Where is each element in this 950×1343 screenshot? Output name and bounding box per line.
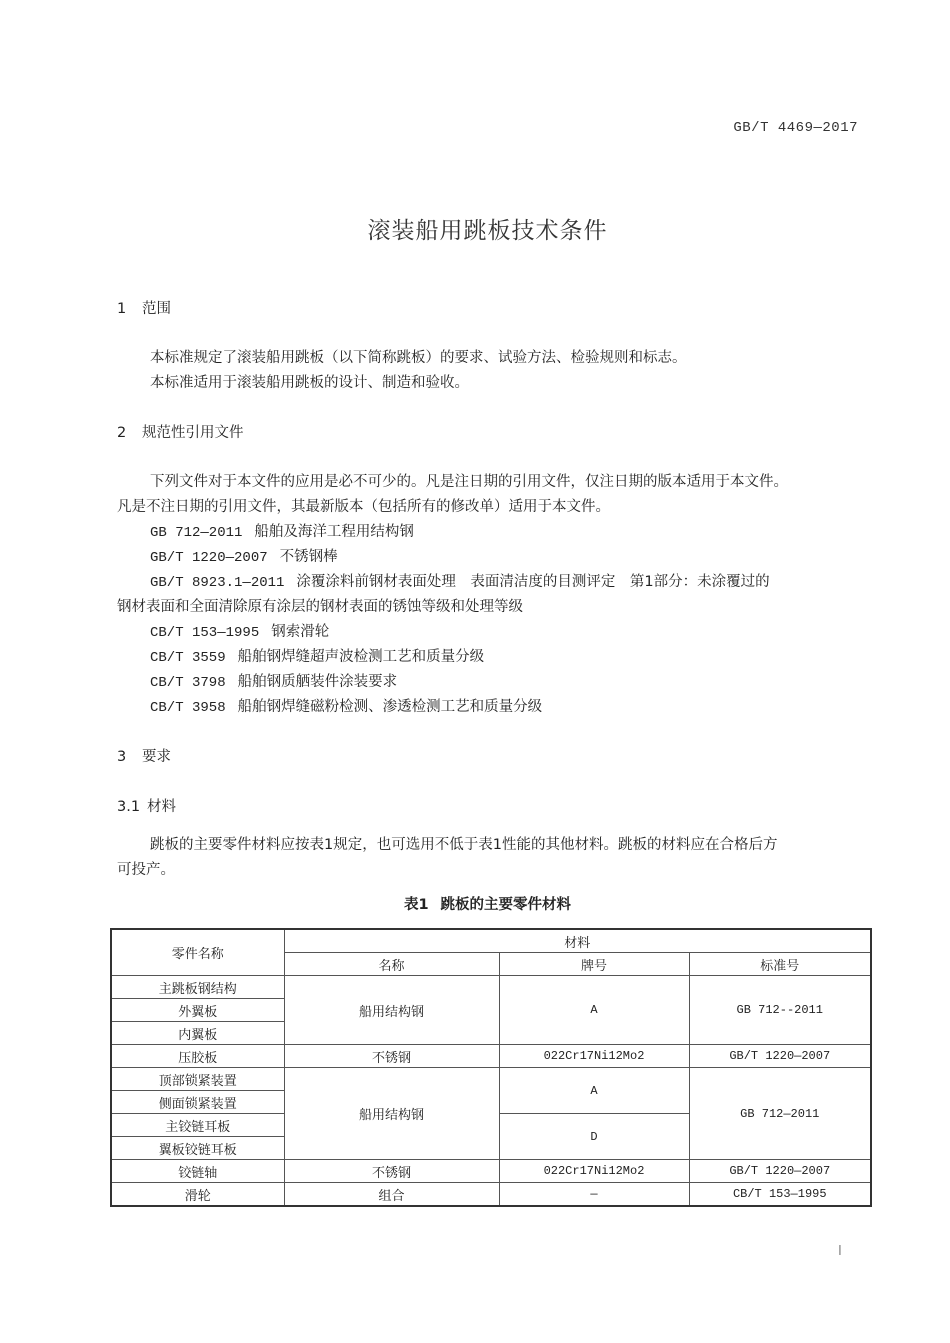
header-material: 材料 bbox=[284, 929, 871, 953]
part-cell: 内翼板 bbox=[111, 1022, 284, 1045]
reference-title: 船舶钢焊缝磁粉检测、渗透检测工艺和质量分级 bbox=[237, 699, 543, 715]
section-title: 规范性引用文件 bbox=[142, 425, 244, 441]
part-cell: 主跳板钢结构 bbox=[111, 976, 284, 999]
table-row bbox=[111, 1160, 871, 1183]
material-name-cell: 不锈钢 bbox=[284, 1045, 499, 1068]
reference-code: CB/T 3559 bbox=[150, 650, 226, 666]
paragraph: 跳板的主要零件材料应按表1规定，也可选用不低于表1性能的其他材料。跳板的材料应在合格后方 bbox=[150, 837, 778, 853]
reference-title: 不锈钢棒 bbox=[279, 549, 338, 565]
grade-cell: — bbox=[499, 1183, 689, 1207]
table-number: 表1 bbox=[403, 897, 429, 913]
material-name-cell: 组合 bbox=[284, 1183, 499, 1207]
page-number: I bbox=[838, 1244, 842, 1259]
header-name: 名称 bbox=[284, 953, 499, 976]
standard-cell: GB/T 1220—2007 bbox=[689, 1045, 871, 1068]
reference-code: CB/T 3958 bbox=[150, 700, 226, 716]
table-row bbox=[111, 1183, 871, 1207]
material-name-cell: 船用结构钢 bbox=[284, 1068, 499, 1160]
grade-cell: 022Cr17Ni12Mo2 bbox=[499, 1160, 689, 1183]
standard-cell: GB 712--2011 bbox=[689, 976, 871, 1045]
reference-title: 船舶钢质舾装件涂装要求 bbox=[237, 674, 398, 690]
reference-item bbox=[150, 570, 770, 591]
section-1-heading bbox=[117, 297, 171, 318]
table-row bbox=[111, 976, 871, 999]
reference-item bbox=[150, 520, 414, 541]
reference-item bbox=[150, 545, 338, 566]
paragraph: 凡是不注日期的引用文件，其最新版本（包括所有的修改单）适用于本文件。 bbox=[117, 499, 610, 515]
standard-cell: GB 712—2011 bbox=[689, 1068, 871, 1160]
part-cell: 主铰链耳板 bbox=[111, 1114, 284, 1137]
section-number: 1 bbox=[117, 301, 127, 317]
reference-title: 船舶钢焊缝超声波检测工艺和质量分级 bbox=[237, 649, 485, 665]
section-3-heading bbox=[117, 745, 171, 766]
section-number: 2 bbox=[117, 425, 127, 441]
reference-title: 涂覆涂料前钢材表面处理 表面清洁度的目测评定 第1部分：未涂覆过的 bbox=[296, 574, 770, 590]
section-number: 3 bbox=[117, 749, 127, 765]
grade-cell: A bbox=[499, 976, 689, 1045]
reference-code: GB 712—2011 bbox=[150, 525, 243, 541]
header-standard: 标准号 bbox=[689, 953, 871, 976]
reference-code: GB/T 8923.1—2011 bbox=[150, 575, 285, 591]
part-cell: 顶部锁紧装置 bbox=[111, 1068, 284, 1091]
material-name-cell: 船用结构钢 bbox=[284, 976, 499, 1045]
reference-code: CB/T 3798 bbox=[150, 675, 226, 691]
header-grade: 牌号 bbox=[499, 953, 689, 976]
reference-item bbox=[150, 620, 329, 641]
part-cell: 翼板铰链耳板 bbox=[111, 1137, 284, 1160]
part-cell: 铰链轴 bbox=[111, 1160, 284, 1183]
paragraph: 可投产。 bbox=[117, 862, 175, 878]
part-cell: 压胶板 bbox=[111, 1045, 284, 1068]
grade-cell: D bbox=[499, 1114, 689, 1160]
section-number: 3.1 bbox=[117, 799, 141, 815]
section-title: 范围 bbox=[142, 301, 171, 317]
reference-item bbox=[150, 695, 542, 716]
reference-title: 船舶及海洋工程用结构钢 bbox=[254, 524, 414, 540]
reference-code: GB/T 1220—2007 bbox=[150, 550, 268, 566]
section-title: 材料 bbox=[147, 799, 176, 815]
header-part-name: 零件名称 bbox=[111, 929, 284, 976]
reference-continuation: 钢材表面和全面清除原有涂层的钢材表面的锈蚀等级和处理等级 bbox=[117, 599, 523, 615]
section-2-heading bbox=[117, 421, 244, 442]
reference-item bbox=[150, 670, 397, 691]
section-3-1-heading bbox=[117, 795, 176, 816]
table-header-row bbox=[111, 929, 871, 953]
reference-code: CB/T 153—1995 bbox=[150, 625, 260, 641]
table-title: 跳板的主要零件材料 bbox=[440, 897, 572, 913]
standard-cell: GB/T 1220—2007 bbox=[689, 1160, 871, 1183]
reference-item bbox=[150, 645, 484, 666]
grade-cell: 022Cr17Ni12Mo2 bbox=[499, 1045, 689, 1068]
table-caption bbox=[0, 893, 950, 914]
section-title: 要求 bbox=[142, 749, 171, 765]
standard-number: GB/T 4469—2017 bbox=[733, 120, 858, 136]
paragraph: 本标准规定了滚装船用跳板（以下简称跳板）的要求、试验方法、检验规则和标志。 bbox=[150, 350, 687, 366]
table-row bbox=[111, 1045, 871, 1068]
part-cell: 侧面锁紧装置 bbox=[111, 1091, 284, 1114]
material-name-cell: 不锈钢 bbox=[284, 1160, 499, 1183]
document-title: 滚装船用跳板技术条件 bbox=[367, 218, 608, 244]
table-row bbox=[111, 1068, 871, 1091]
part-cell: 外翼板 bbox=[111, 999, 284, 1022]
paragraph: 下列文件对于本文件的应用是必不可少的。凡是注日期的引用文件，仅注日期的版本适用于本文件。 bbox=[150, 474, 788, 490]
standard-cell: CB/T 153—1995 bbox=[689, 1183, 871, 1207]
part-cell: 滑轮 bbox=[111, 1183, 284, 1207]
materials-table bbox=[110, 928, 872, 1207]
reference-title: 钢索滑轮 bbox=[271, 624, 330, 640]
paragraph: 本标准适用于滚装船用跳板的设计、制造和验收。 bbox=[150, 375, 469, 391]
grade-cell: A bbox=[499, 1068, 689, 1114]
